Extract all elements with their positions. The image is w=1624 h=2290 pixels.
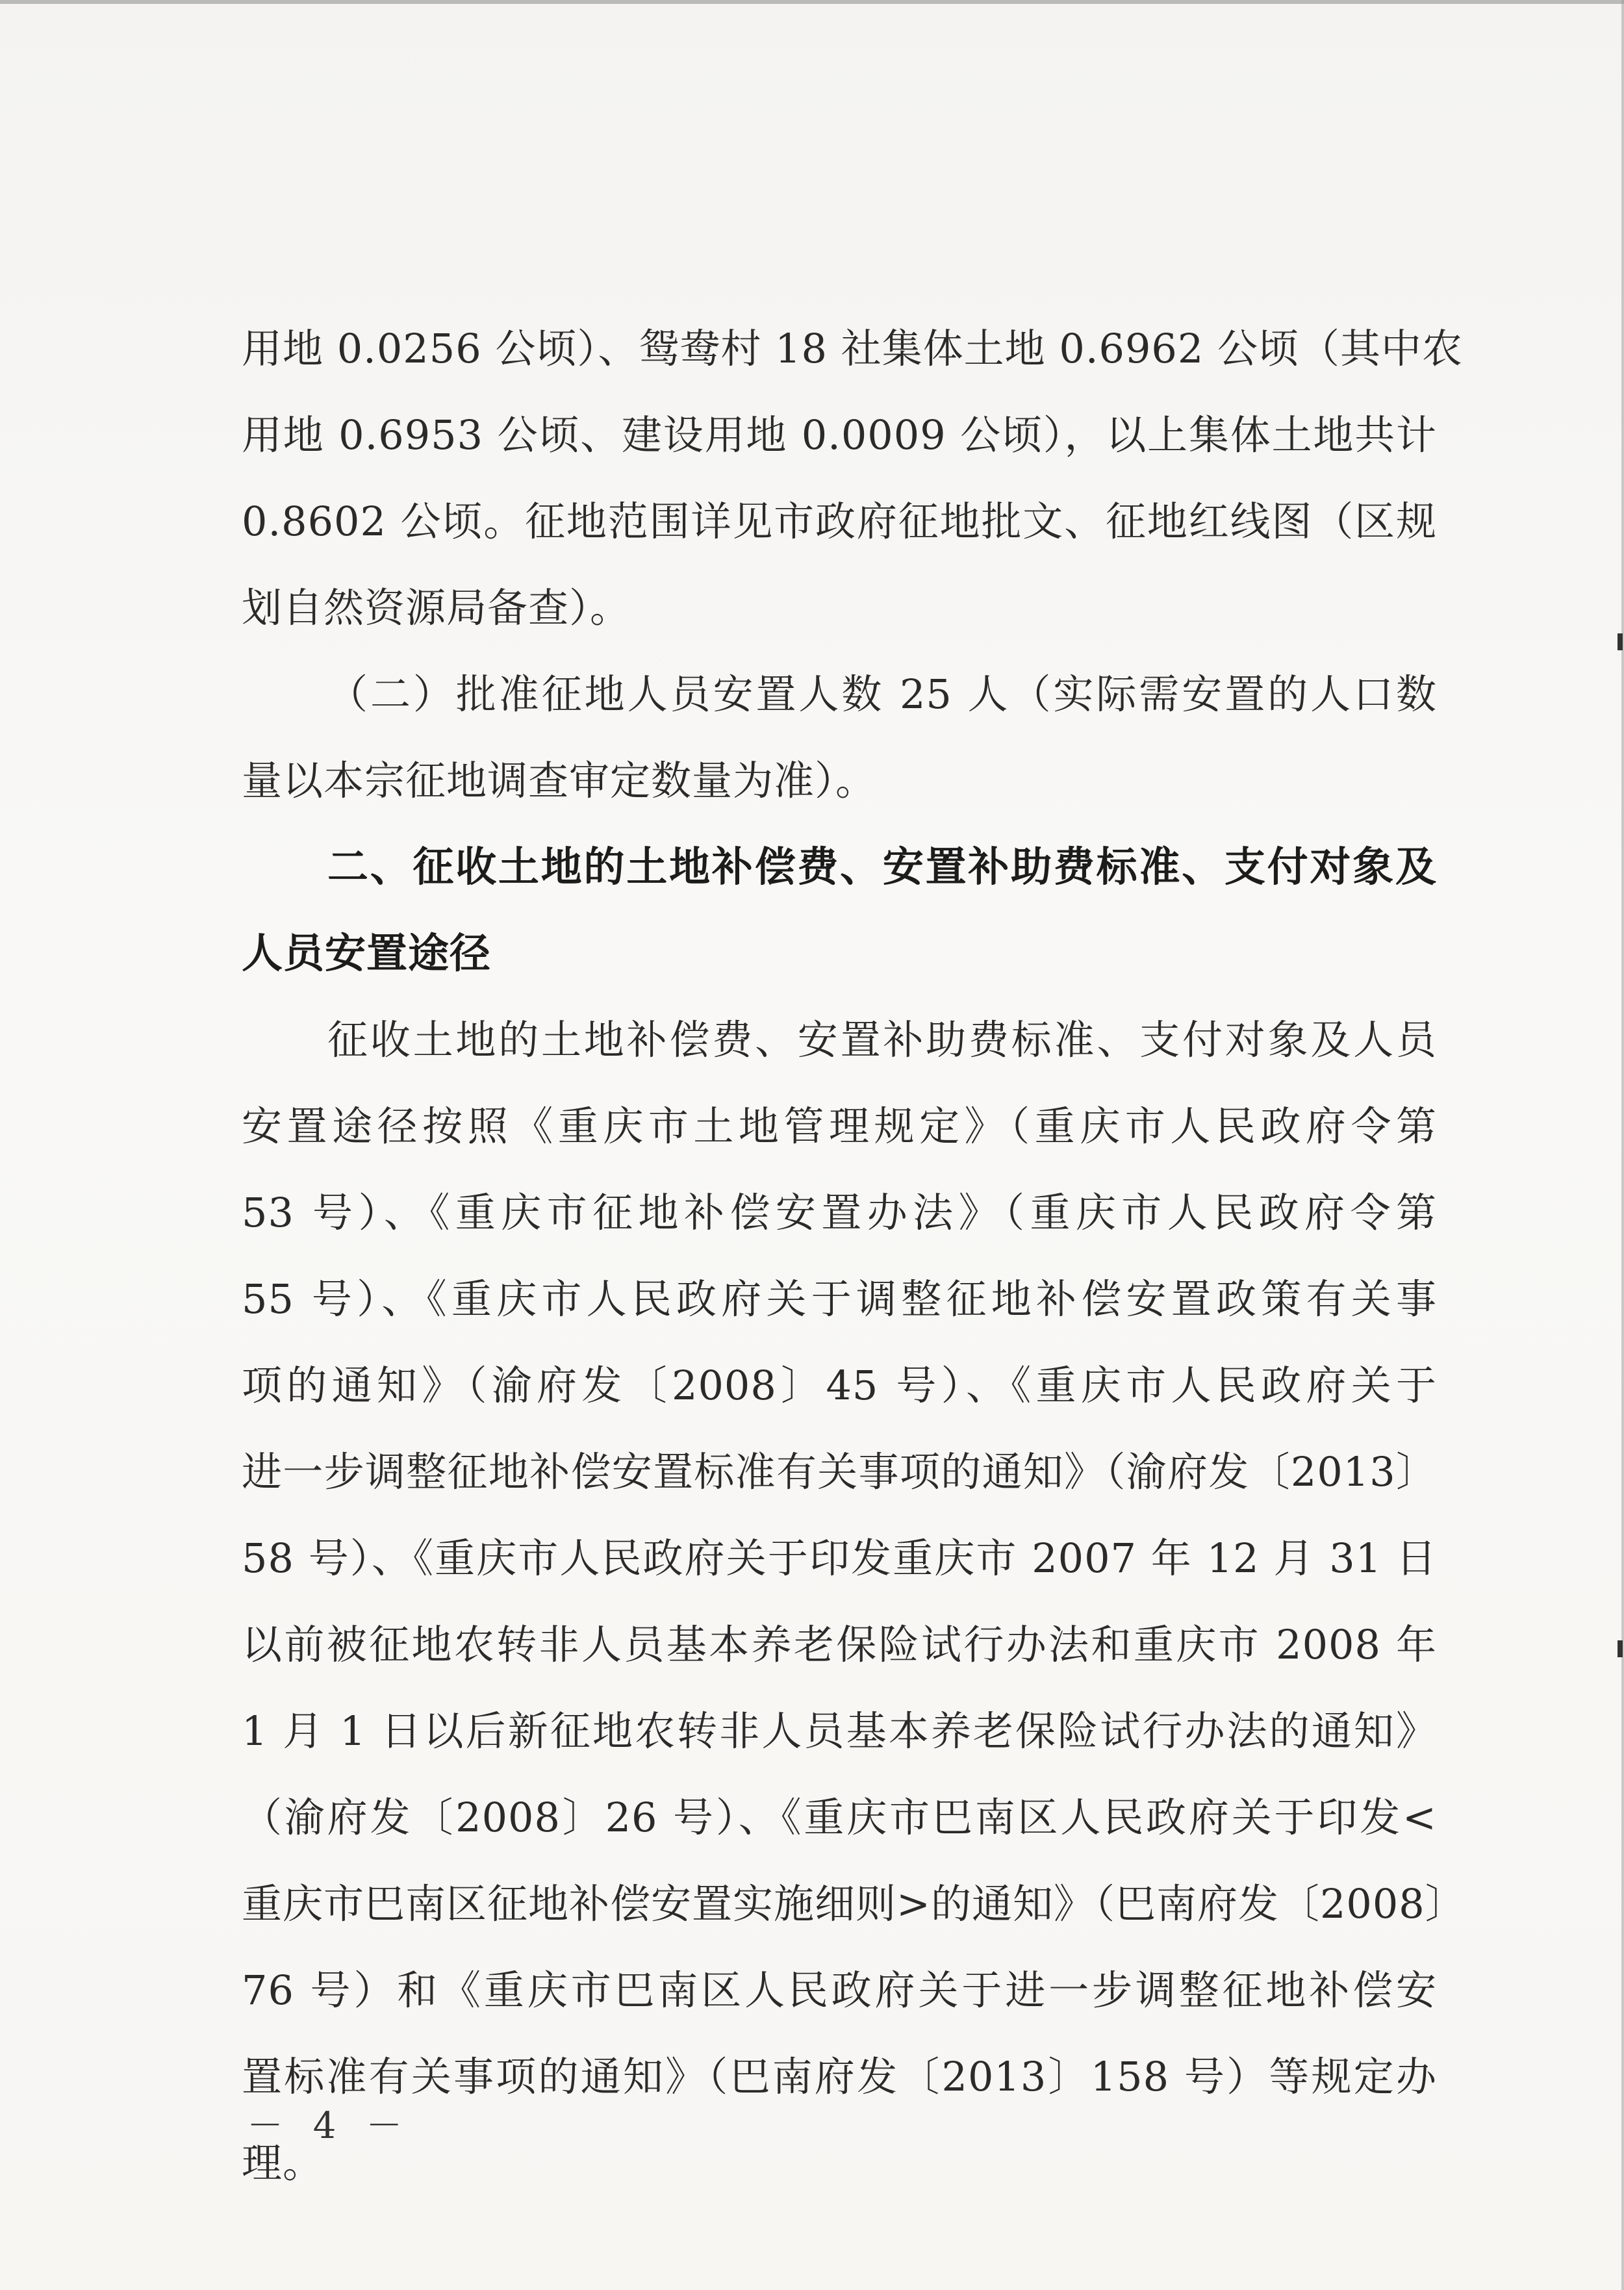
text-line: 55 号）、《重庆市人民政府关于调整征地补偿安置政策有关事 (242, 1275, 1437, 1323)
text-line: 安置途径按照《重庆市土地管理规定》（重庆市人民政府令第 (242, 1102, 1437, 1150)
heading-line: 二、征收土地的土地补偿费、安置补助费标准、支付对象及 (327, 843, 1437, 891)
text-line: （二）批准征地人员安置人数 25 人（实际需安置的人口数 (327, 670, 1437, 718)
heading-line: 人员安置途径 (242, 930, 491, 977)
document-body (242, 305, 1466, 2206)
scan-edge-right (1621, 0, 1624, 2290)
text-line: 58 号）、《重庆市人民政府关于印发重庆市 2007 年 12 月 31 日 (242, 1534, 1437, 1582)
text-line: 重庆市巴南区征地补偿安置实施细则>的通知》（巴南府发〔2008〕 (242, 1880, 1466, 1927)
paragraph-compensation-standards (242, 997, 1466, 2206)
paragraph-land-area (242, 305, 1464, 651)
text-line: 用地 0.6953 公顷、建设用地 0.0009 公顷），以上集体土地共计 (242, 411, 1437, 459)
paragraph-resettlement-count (242, 651, 1437, 824)
scan-mark (1618, 633, 1623, 650)
text-line: 进一步调整征地补偿安置标准有关事项的通知》（渝府发〔2013〕 (242, 1448, 1437, 1495)
text-line: 1 月 1 日以后新征地农转非人员基本养老保险试行办法的通知》 (242, 1707, 1437, 1755)
text-line: 用地 0.0256 公顷）、鸳鸯村 18 社集体土地 0.6962 公顷（其中农 (242, 325, 1464, 372)
text-line: 征收土地的土地补偿费、安置补助费标准、支付对象及人员 (327, 1016, 1437, 1063)
text-line: 0.8602 公顷。征地范围详见市政府征地批文、征地红线图（区规 (242, 498, 1437, 545)
text-line: 项的通知》（渝府发〔2008〕45 号）、《重庆市人民政府关于 (242, 1362, 1437, 1409)
page-number: － 4 － (247, 2105, 412, 2147)
text-line: （渝府发〔2008〕26 号）、《重庆市巴南区人民政府关于印发< (242, 1794, 1437, 1841)
scan-mark (1618, 1640, 1623, 1657)
text-line: 量以本宗征地调查审定数量为准）。 (242, 757, 877, 804)
section-heading (242, 824, 1437, 997)
text-line: 划自然资源局备查）。 (242, 584, 631, 631)
scan-edge-top (0, 0, 1624, 4)
text-line: 53 号）、《重庆市征地补偿安置办法》（重庆市人民政府令第 (242, 1189, 1437, 1236)
text-line: 置标准有关事项的通知》（巴南府发〔2013〕158 号）等规定办 (242, 2053, 1437, 2100)
text-line: 76 号）和《重庆市巴南区人民政府关于进一步调整征地补偿安 (242, 1966, 1437, 2014)
text-line: 理。 (242, 2139, 324, 2187)
text-line: 以前被征地农转非人员基本养老保险试行办法和重庆市 2008 年 (242, 1621, 1437, 1668)
